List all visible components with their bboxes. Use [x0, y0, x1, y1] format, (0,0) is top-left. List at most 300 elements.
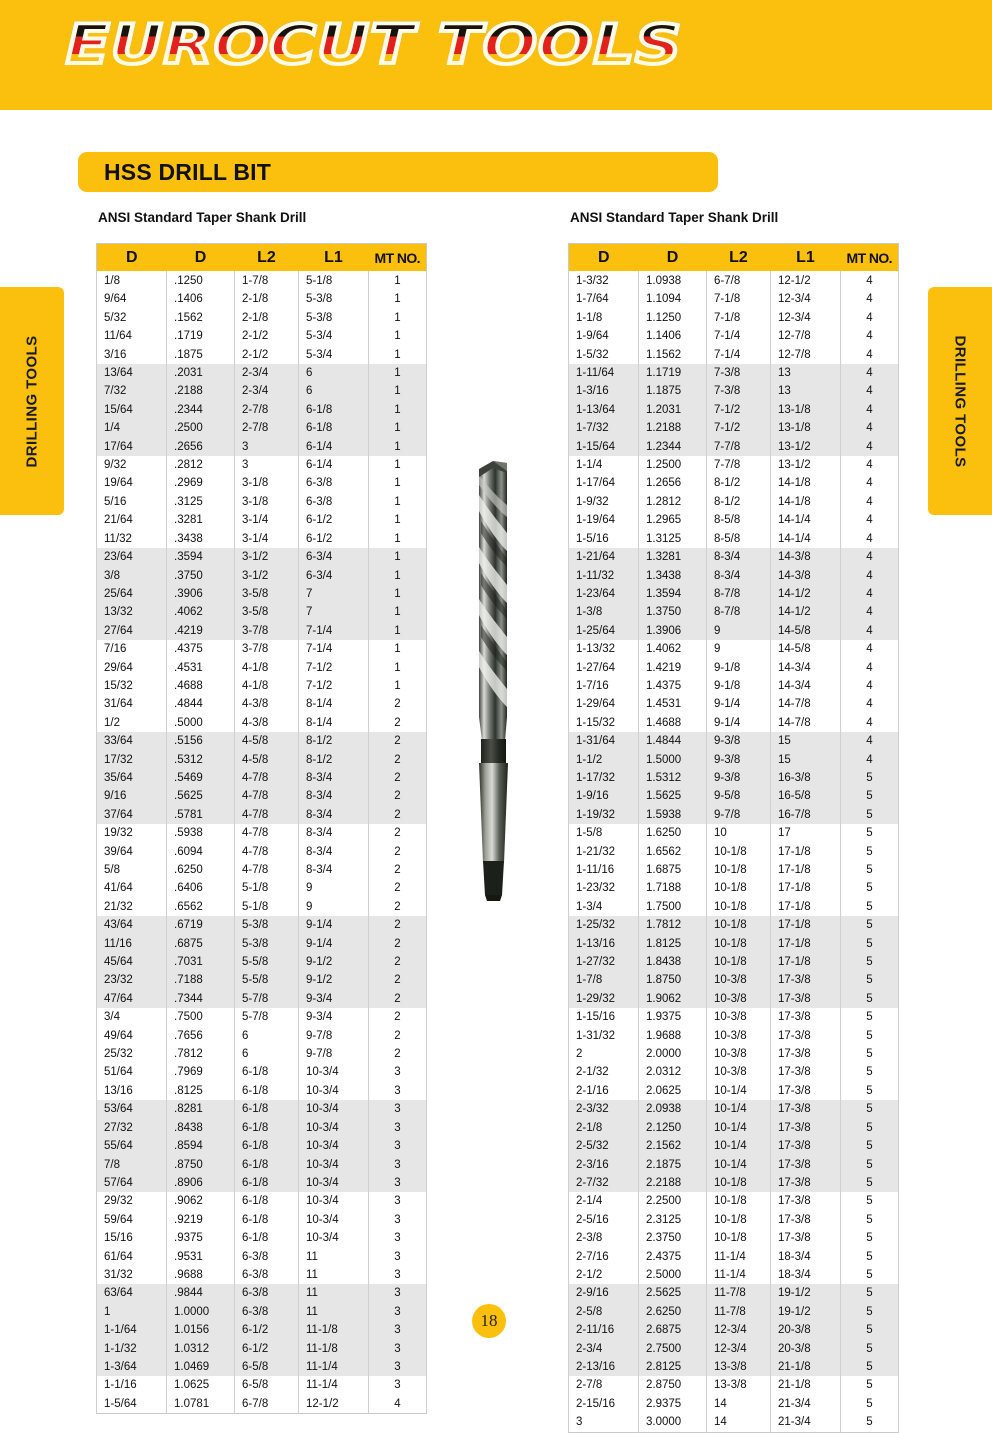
cell-mt-no: 5	[841, 1082, 899, 1100]
cell-mt-no: 3	[369, 1376, 427, 1394]
cell-mt-no: 5	[841, 1211, 899, 1229]
cell-mt-no: 1	[369, 456, 427, 474]
cell-l1: 8-3/4	[299, 843, 369, 861]
cell-mt-no: 5	[841, 1027, 899, 1045]
table-header-row	[569, 244, 899, 272]
cell-l2: 6-5/8	[235, 1358, 299, 1376]
table-row	[569, 787, 899, 805]
spec-table-block-left	[96, 210, 426, 1414]
cell-mt-no: 4	[841, 585, 899, 603]
cell-mt-no: 2	[369, 1045, 427, 1063]
cell-d-decimal: 2.2188	[639, 1174, 707, 1192]
cell-l2: 4-7/8	[235, 787, 299, 805]
table-row	[97, 640, 427, 658]
cell-mt-no: 3	[369, 1358, 427, 1376]
cell-l1: 6-1/2	[299, 530, 369, 548]
cell-mt-no: 5	[841, 1248, 899, 1266]
cell-l1: 6	[299, 382, 369, 400]
cell-l2: 9-1/4	[707, 714, 771, 732]
cell-mt-no: 4	[841, 677, 899, 695]
cell-l2: 4-7/8	[235, 824, 299, 842]
cell-mt-no: 5	[841, 1284, 899, 1302]
cell-mt-no: 1	[369, 271, 427, 290]
table-row	[569, 971, 899, 989]
table-row	[97, 1303, 427, 1321]
table-row	[97, 695, 427, 713]
cell-d-fraction: 1-1/2	[569, 751, 639, 769]
cell-d-fraction: 1-7/32	[569, 419, 639, 437]
table-row	[569, 879, 899, 897]
cell-l1: 14-1/2	[771, 603, 841, 621]
cell-l2: 13-3/8	[707, 1376, 771, 1394]
table-row	[569, 1413, 899, 1432]
cell-mt-no: 4	[841, 567, 899, 585]
cell-l1: 17-3/8	[771, 1008, 841, 1026]
cell-l2: 6-7/8	[235, 1395, 299, 1414]
cell-l1: 11-1/4	[299, 1376, 369, 1394]
cell-mt-no: 5	[841, 1008, 899, 1026]
table-row	[569, 935, 899, 953]
cell-d-fraction: 19/32	[97, 824, 167, 842]
cell-l2: 6-1/8	[235, 1063, 299, 1081]
cell-l1: 14-7/8	[771, 714, 841, 732]
cell-d-fraction: 3/16	[97, 346, 167, 364]
cell-d-decimal: 2.5000	[639, 1266, 707, 1284]
table-row	[569, 953, 899, 971]
cell-d-fraction: 5/32	[97, 309, 167, 327]
cell-d-decimal: .5156	[167, 732, 235, 750]
cell-mt-no: 2	[369, 990, 427, 1008]
cell-d-decimal: 1.6250	[639, 824, 707, 842]
cell-l2: 8-5/8	[707, 511, 771, 529]
cell-d-fraction: 41/64	[97, 879, 167, 897]
cell-d-decimal: .8750	[167, 1156, 235, 1174]
table-row	[569, 898, 899, 916]
cell-l1: 21-1/8	[771, 1358, 841, 1376]
cell-d-decimal: 1.3281	[639, 548, 707, 566]
cell-l1: 14-1/8	[771, 474, 841, 492]
cell-mt-no: 5	[841, 769, 899, 787]
cell-mt-no: 3	[369, 1266, 427, 1284]
cell-l1: 5-3/8	[299, 290, 369, 308]
table-row	[97, 935, 427, 953]
cell-d-fraction: 5/16	[97, 493, 167, 511]
cell-mt-no: 2	[369, 751, 427, 769]
cell-d-fraction: 1-19/32	[569, 806, 639, 824]
cell-l2: 9-1/8	[707, 677, 771, 695]
cell-d-fraction: 1-5/16	[569, 530, 639, 548]
cell-mt-no: 5	[841, 1119, 899, 1137]
cell-l2: 10-1/8	[707, 953, 771, 971]
table-row	[97, 787, 427, 805]
table-row	[97, 971, 427, 989]
cell-d-fraction: 1-7/64	[569, 290, 639, 308]
cell-l1: 12-3/4	[771, 290, 841, 308]
cell-l2: 10-1/8	[707, 843, 771, 861]
cell-mt-no: 5	[841, 1340, 899, 1358]
cell-d-fraction: 2-11/16	[569, 1321, 639, 1339]
cell-mt-no: 2	[369, 971, 427, 989]
spec-table-block-right	[568, 210, 898, 1433]
cell-l2: 11-1/4	[707, 1248, 771, 1266]
cell-d-fraction: 1/4	[97, 419, 167, 437]
table-row	[569, 1395, 899, 1413]
table-row	[97, 474, 427, 492]
cell-mt-no: 1	[369, 548, 427, 566]
cell-d-decimal: .7344	[167, 990, 235, 1008]
cell-d-decimal: .4062	[167, 603, 235, 621]
cell-mt-no: 2	[369, 935, 427, 953]
cell-mt-no: 4	[841, 474, 899, 492]
cell-d-decimal: .4531	[167, 659, 235, 677]
table-row	[569, 751, 899, 769]
table-row	[569, 603, 899, 621]
table-row	[569, 290, 899, 308]
cell-mt-no: 4	[841, 732, 899, 750]
cell-d-decimal: 2.0000	[639, 1045, 707, 1063]
cell-mt-no: 4	[841, 364, 899, 382]
cell-l1: 12-7/8	[771, 327, 841, 345]
cell-mt-no: 2	[369, 953, 427, 971]
cell-l2: 14	[707, 1395, 771, 1413]
table-row	[97, 530, 427, 548]
table-caption-left: ANSI Standard Taper Shank Drill	[98, 210, 307, 225]
cell-d-fraction: 15/64	[97, 401, 167, 419]
cell-l2: 9-1/8	[707, 659, 771, 677]
table-row	[97, 438, 427, 456]
cell-mt-no: 2	[369, 732, 427, 750]
cell-l1: 13-1/2	[771, 456, 841, 474]
cell-l1: 13-1/2	[771, 438, 841, 456]
column-header-d-decimal: D	[639, 244, 707, 272]
cell-l1: 9-7/8	[299, 1027, 369, 1045]
cell-l1: 14-1/4	[771, 530, 841, 548]
cell-l1: 8-3/4	[299, 824, 369, 842]
cell-d-decimal: 1.7500	[639, 898, 707, 916]
cell-l2: 10-3/8	[707, 971, 771, 989]
table-row	[569, 346, 899, 364]
cell-d-decimal: 1.2812	[639, 493, 707, 511]
table-row	[97, 1229, 427, 1247]
table-row	[569, 1063, 899, 1081]
table-row	[569, 401, 899, 419]
cell-l2: 2-3/4	[235, 364, 299, 382]
cell-d-fraction: 3/4	[97, 1008, 167, 1026]
cell-l2: 8-3/4	[707, 548, 771, 566]
cell-d-decimal: 1.9375	[639, 1008, 707, 1026]
cell-mt-no: 3	[369, 1229, 427, 1247]
cell-d-decimal: .4844	[167, 695, 235, 713]
cell-mt-no: 4	[841, 456, 899, 474]
cell-mt-no: 5	[841, 806, 899, 824]
cell-d-fraction: 2-15/16	[569, 1395, 639, 1413]
cell-l2: 11-1/4	[707, 1266, 771, 1284]
cell-mt-no: 1	[369, 364, 427, 382]
cell-l2: 6-1/2	[235, 1321, 299, 1339]
cell-mt-no: 4	[841, 419, 899, 437]
cell-l2: 2-1/2	[235, 346, 299, 364]
cell-l2: 10-1/8	[707, 935, 771, 953]
cell-mt-no: 4	[841, 438, 899, 456]
cell-l1: 10-3/4	[299, 1063, 369, 1081]
table-row	[569, 861, 899, 879]
cell-l1: 17-1/8	[771, 916, 841, 934]
cell-l1: 14-3/4	[771, 677, 841, 695]
side-tab-label-left: DRILLING TOOLS	[23, 335, 41, 467]
cell-d-decimal: 1.7812	[639, 916, 707, 934]
cell-l1: 14-3/4	[771, 659, 841, 677]
cell-d-fraction: 1-27/64	[569, 659, 639, 677]
cell-l2: 10-1/8	[707, 898, 771, 916]
cell-mt-no: 4	[841, 622, 899, 640]
cell-d-fraction: 21/64	[97, 511, 167, 529]
cell-l2: 8-7/8	[707, 603, 771, 621]
cell-l1: 17-3/8	[771, 1063, 841, 1081]
cell-d-fraction: 2-7/32	[569, 1174, 639, 1192]
cell-d-decimal: 1.1562	[639, 346, 707, 364]
cell-l1: 11-1/8	[299, 1340, 369, 1358]
cell-d-decimal: .5938	[167, 824, 235, 842]
cell-l2: 3-1/2	[235, 548, 299, 566]
cell-l1: 21-1/8	[771, 1376, 841, 1394]
table-caption-right: ANSI Standard Taper Shank Drill	[570, 210, 779, 225]
cell-mt-no: 5	[841, 898, 899, 916]
table-row	[569, 511, 899, 529]
cell-l2: 6-1/8	[235, 1082, 299, 1100]
table-row	[569, 474, 899, 492]
cell-l2: 10-1/4	[707, 1100, 771, 1118]
cell-d-fraction: 1-13/32	[569, 640, 639, 658]
cell-d-fraction: 1-9/16	[569, 787, 639, 805]
cell-d-fraction: 1-21/32	[569, 843, 639, 861]
cell-d-decimal: .5781	[167, 806, 235, 824]
cell-l1: 6-3/4	[299, 567, 369, 585]
cell-mt-no: 5	[841, 861, 899, 879]
table-row	[97, 1248, 427, 1266]
cell-d-fraction: 45/64	[97, 953, 167, 971]
cell-l2: 4-7/8	[235, 806, 299, 824]
cell-mt-no: 4	[841, 695, 899, 713]
cell-l1: 17-3/8	[771, 1137, 841, 1155]
cell-d-fraction: 55/64	[97, 1137, 167, 1155]
cell-l2: 7-1/4	[707, 346, 771, 364]
cell-l2: 2-1/2	[235, 327, 299, 345]
table-row	[97, 1156, 427, 1174]
table-row	[569, 806, 899, 824]
table-row	[97, 1211, 427, 1229]
cell-d-decimal: .5000	[167, 714, 235, 732]
cell-l2: 13-3/8	[707, 1358, 771, 1376]
cell-d-fraction: 1-29/64	[569, 695, 639, 713]
cell-d-decimal: 1.6562	[639, 843, 707, 861]
cell-d-decimal: .1406	[167, 290, 235, 308]
cell-l1: 7-1/4	[299, 622, 369, 640]
cell-d-fraction: 43/64	[97, 916, 167, 934]
cell-d-decimal: .3438	[167, 530, 235, 548]
cell-l1: 6-1/2	[299, 511, 369, 529]
cell-d-fraction: 13/32	[97, 603, 167, 621]
cell-mt-no: 3	[369, 1082, 427, 1100]
cell-mt-no: 2	[369, 843, 427, 861]
cell-l1: 9-7/8	[299, 1045, 369, 1063]
cell-d-decimal: 2.4375	[639, 1248, 707, 1266]
cell-l2: 9-3/8	[707, 751, 771, 769]
table-row	[569, 695, 899, 713]
cell-l1: 8-3/4	[299, 861, 369, 879]
cell-mt-no: 4	[841, 346, 899, 364]
cell-l2: 6	[235, 1027, 299, 1045]
cell-l2: 8-5/8	[707, 530, 771, 548]
cell-d-fraction: 1-25/64	[569, 622, 639, 640]
cell-d-fraction: 1-11/16	[569, 861, 639, 879]
cell-l2: 3	[235, 438, 299, 456]
cell-d-fraction: 3	[569, 1413, 639, 1432]
column-header-d-fraction: D	[569, 244, 639, 272]
cell-l2: 9-3/8	[707, 769, 771, 787]
cell-mt-no: 4	[841, 659, 899, 677]
side-tab-drilling-tools-right	[928, 287, 992, 515]
table-row	[97, 751, 427, 769]
cell-l1: 19-1/2	[771, 1303, 841, 1321]
table-row	[97, 953, 427, 971]
cell-d-decimal: 2.6250	[639, 1303, 707, 1321]
table-row	[97, 1008, 427, 1026]
column-header-mt-no: MT NO.	[369, 244, 427, 272]
cell-l2: 10-1/8	[707, 916, 771, 934]
column-header-l1: L1	[299, 244, 369, 272]
cell-d-decimal: 1.5625	[639, 787, 707, 805]
column-header-l2: L2	[235, 244, 299, 272]
cell-l1: 15	[771, 751, 841, 769]
cell-l2: 6-1/8	[235, 1100, 299, 1118]
cell-d-decimal: 1.2656	[639, 474, 707, 492]
cell-d-decimal: .5469	[167, 769, 235, 787]
table-row	[97, 456, 427, 474]
cell-d-decimal: 1.5000	[639, 751, 707, 769]
cell-d-decimal: 2.3750	[639, 1229, 707, 1247]
cell-d-fraction: 1-19/64	[569, 511, 639, 529]
cell-l2: 4-3/8	[235, 714, 299, 732]
cell-d-fraction: 1-9/32	[569, 493, 639, 511]
cell-d-fraction: 11/16	[97, 935, 167, 953]
cell-l1: 11	[299, 1248, 369, 1266]
cell-l2: 5-5/8	[235, 971, 299, 989]
cell-mt-no: 1	[369, 290, 427, 308]
column-header-d-fraction: D	[97, 244, 167, 272]
table-row	[97, 806, 427, 824]
cell-mt-no: 2	[369, 714, 427, 732]
cell-d-decimal: .1719	[167, 327, 235, 345]
cell-d-decimal: .8438	[167, 1119, 235, 1137]
cell-l1: 6-1/8	[299, 401, 369, 419]
cell-l1: 11	[299, 1284, 369, 1302]
cell-d-fraction: 1-21/64	[569, 548, 639, 566]
cell-mt-no: 1	[369, 382, 427, 400]
cell-d-fraction: 39/64	[97, 843, 167, 861]
table-row	[569, 567, 899, 585]
cell-l1: 14-1/4	[771, 511, 841, 529]
table-row	[569, 640, 899, 658]
cell-d-decimal: 1.2500	[639, 456, 707, 474]
cell-l2: 3-1/4	[235, 530, 299, 548]
cell-l2: 11-7/8	[707, 1284, 771, 1302]
cell-l2: 10-1/4	[707, 1082, 771, 1100]
cell-l2: 2-7/8	[235, 401, 299, 419]
cell-d-fraction: 2-5/32	[569, 1137, 639, 1155]
cell-l1: 14-5/8	[771, 622, 841, 640]
cell-mt-no: 5	[841, 1100, 899, 1118]
cell-l2: 6-3/8	[235, 1266, 299, 1284]
cell-d-fraction: 1-3/4	[569, 898, 639, 916]
cell-mt-no: 5	[841, 971, 899, 989]
cell-l2: 5-1/8	[235, 898, 299, 916]
cell-d-decimal: .6875	[167, 935, 235, 953]
cell-l1: 17-3/8	[771, 971, 841, 989]
cell-d-decimal: .7188	[167, 971, 235, 989]
cell-d-fraction: 15/16	[97, 1229, 167, 1247]
cell-mt-no: 4	[841, 309, 899, 327]
cell-mt-no: 1	[369, 530, 427, 548]
cell-l1: 7-1/4	[299, 640, 369, 658]
cell-d-decimal: .3281	[167, 511, 235, 529]
cell-l1: 10-3/4	[299, 1119, 369, 1137]
cell-d-decimal: 1.0625	[167, 1376, 235, 1394]
cell-mt-no: 4	[841, 493, 899, 511]
cell-d-fraction: 7/16	[97, 640, 167, 658]
cell-d-decimal: 3.0000	[639, 1413, 707, 1432]
cell-l1: 13	[771, 382, 841, 400]
cell-d-decimal: 1.8438	[639, 953, 707, 971]
cell-l2: 10-3/8	[707, 990, 771, 1008]
cell-l2: 7-7/8	[707, 438, 771, 456]
cell-d-fraction: 13/64	[97, 364, 167, 382]
cell-mt-no: 3	[369, 1248, 427, 1266]
cell-d-decimal: 1.3125	[639, 530, 707, 548]
cell-d-decimal: .1562	[167, 309, 235, 327]
cell-l1: 17-1/8	[771, 935, 841, 953]
cell-d-fraction: 2-5/16	[569, 1211, 639, 1229]
cell-l2: 4-7/8	[235, 861, 299, 879]
cell-l2: 5-3/8	[235, 916, 299, 934]
cell-d-fraction: 13/16	[97, 1082, 167, 1100]
cell-l1: 11-1/8	[299, 1321, 369, 1339]
cell-d-fraction: 49/64	[97, 1027, 167, 1045]
cell-d-fraction: 2-7/16	[569, 1248, 639, 1266]
drill-taper-shank	[479, 763, 508, 863]
cell-mt-no: 5	[841, 1174, 899, 1192]
table-row	[97, 861, 427, 879]
cell-mt-no: 1	[369, 640, 427, 658]
cell-l1: 17-3/8	[771, 1211, 841, 1229]
cell-mt-no: 1	[369, 401, 427, 419]
cell-l2: 9	[707, 622, 771, 640]
cell-l1: 7	[299, 585, 369, 603]
cell-d-decimal: 1.3906	[639, 622, 707, 640]
table-row	[569, 732, 899, 750]
cell-mt-no: 5	[841, 1137, 899, 1155]
table-row	[97, 1321, 427, 1339]
cell-d-decimal: 2.7500	[639, 1340, 707, 1358]
spec-table-right	[568, 243, 899, 1433]
cell-d-decimal: 1.1094	[639, 290, 707, 308]
cell-d-fraction: 29/32	[97, 1192, 167, 1210]
cell-l2: 9-7/8	[707, 806, 771, 824]
drill-tang	[483, 861, 504, 895]
table-row	[569, 1248, 899, 1266]
cell-d-fraction: 1-5/8	[569, 824, 639, 842]
table-row	[569, 1027, 899, 1045]
cell-mt-no: 5	[841, 1063, 899, 1081]
